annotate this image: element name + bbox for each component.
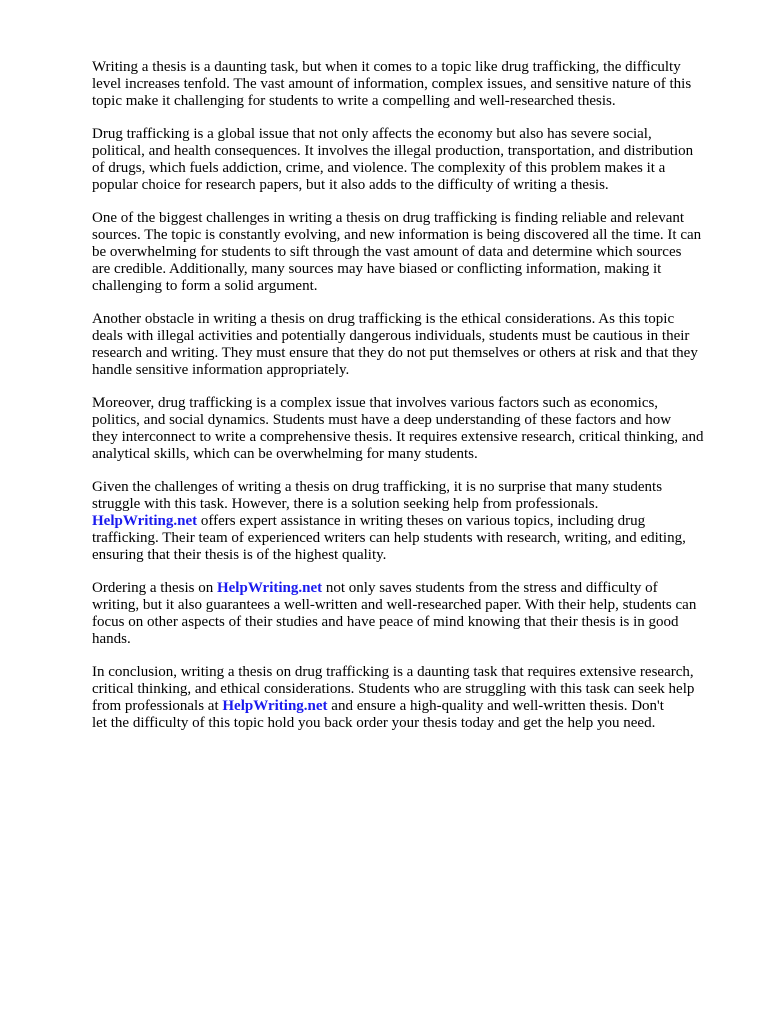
paragraph-complexity: Moreover, drug trafficking is a complex issue that involves various factors such as economics, politics, and social dynamics. Students must have a deep understanding of these factors and how they interconnect to write a comprehensive thesis. It requires extensive research, critical thinking, and analytical skills, which can be overwhelming for many students. xyxy=(92,395,704,462)
helpwriting-link[interactable]: HelpWriting.net xyxy=(92,513,198,529)
paragraph-conclusion xyxy=(92,664,732,732)
paragraph-solution-text-after: offers expert assistance in writing theses on various topics, including drug trafficking. Their team of experienced writers can help students with research, writing, and editing, ensuring that their thesis is of the highest quality. xyxy=(92,513,686,563)
paragraph-ordering-text-after: not only saves students from the stress and difficulty of writing, but it also guarantees a well-written and well-researched paper. With their help, students can focus on other aspects of their studies and have peace of mind knowing that their thesis is in good hands. xyxy=(92,580,697,647)
paragraph-ordering xyxy=(92,580,732,648)
helpwriting-link[interactable]: HelpWriting.net xyxy=(216,580,323,596)
paragraph-ordering-text-before: Ordering a thesis on xyxy=(92,580,217,596)
document-page xyxy=(92,59,732,748)
paragraph-sources-challenge: One of the biggest challenges in writing a thesis on drug trafficking is finding reliable and relevant sources. The topic is constantly evolving, and new information is being discovered all the time. It can be overwhelming for students to sift through the vast amount of data and determine which sources are credible. Additionally, many sources may have biased or conflicting information, making it challenging to form a solid argument. xyxy=(92,210,702,294)
paragraph-solution xyxy=(92,479,732,564)
paragraph-intro: Writing a thesis is a daunting task, but when it comes to a topic like drug trafficking, the difficulty level increases tenfold. The vast amount of information, complex issues, and sensitive nature of this topic make it challenging for students to write a compelling and well-researched thesis. xyxy=(92,59,692,109)
paragraph-conclusion-text-before: In conclusion, writing a thesis on drug trafficking is a daunting task that requires extensive research, critical thinking, and ethical considerations. Students who are struggling with this task can seek help from professionals at xyxy=(92,664,695,714)
paragraph-global-issue: Drug trafficking is a global issue that not only affects the economy but also has severe social, political, and health consequences. It involves the illegal production, transportation, and distribution of drugs, which fuels addiction, crime, and violence. The complexity of this problem makes it a popular choice for research papers, but it also adds to the difficulty of writing a thesis. xyxy=(92,126,694,193)
paragraph-conclusion-text-after: and ensure a high-quality and well-written thesis. Don't let the difficulty of this topic hold you back order your thesis today and get the help you need. xyxy=(92,698,664,731)
paragraph-solution-text-before: Given the challenges of writing a thesis on drug trafficking, it is no surprise that many students struggle with this task. However, there is a solution seeking help from professionals. xyxy=(92,479,663,512)
helpwriting-link[interactable]: HelpWriting.net xyxy=(222,698,328,714)
paragraph-ethical-considerations: Another obstacle in writing a thesis on drug trafficking is the ethical considerations. As this topic deals with illegal activities and potentially dangerous individuals, students must be cautious in their research and writing. They must ensure that they do not put themselves or others at risk and that they handle sensitive information appropriately. xyxy=(92,311,698,378)
